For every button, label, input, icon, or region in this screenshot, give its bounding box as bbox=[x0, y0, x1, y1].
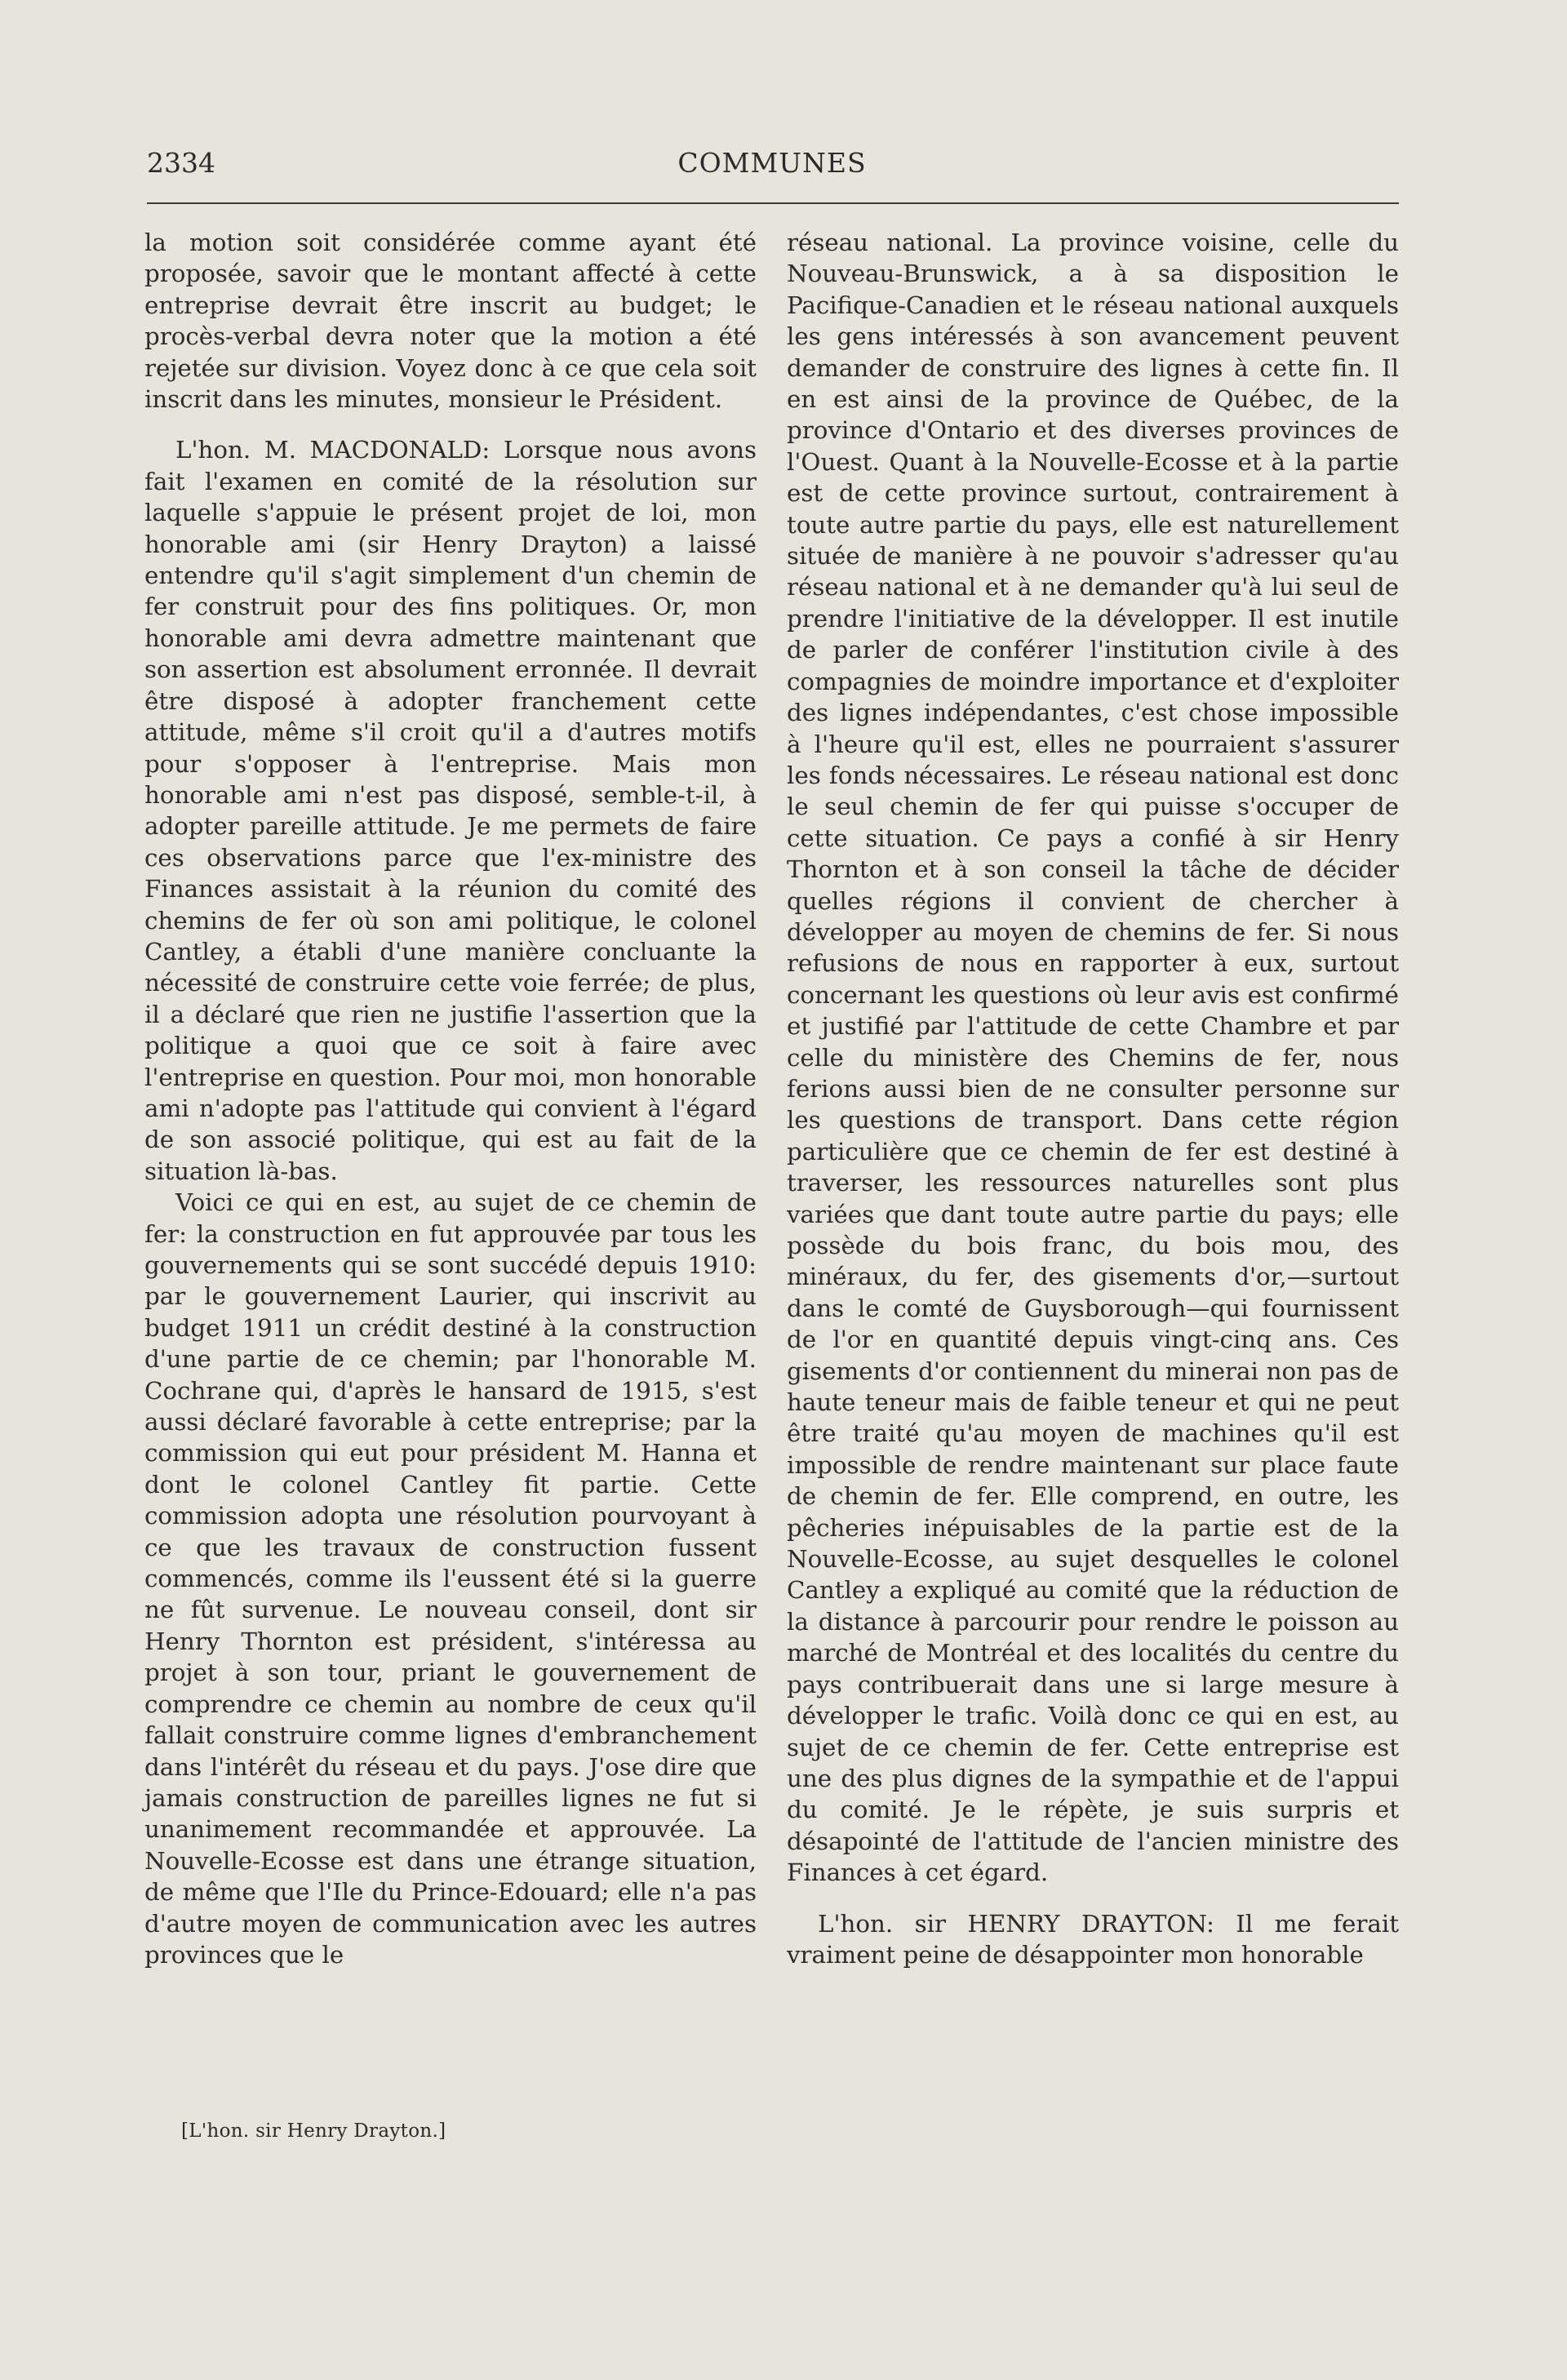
left-column bbox=[144, 227, 757, 1970]
paragraph: réseau national. La province voisine, celle du Nouveau-Brunswick, a à sa disposition le Pacifique-Canadien et le réseau national auxquels les gens intéressés à son avancement peuvent demander de construire des lignes à cette fin. Il en est ainsi de la province de Québec, de la province d'Ontario et des diverses provinces de l'Ouest. Quant à la Nouvelle-Ecosse et à la partie est de cette province surtout, contrairement à toute autre partie du pays, elle est naturellement située de manière à ne pouvoir s'adresser qu'au réseau national et à ne demander qu'à lui seul de prendre l'initiative de la développer. Il est inutile de parler de conférer l'institution civile à des compagnies de moindre importance et d'exploiter des lignes indépendantes, c'est chose impossible à l'heure qu'il est, elles ne pourraient s'assurer les fonds nécessaires. Le réseau national est donc le seul chemin de fer qui puisse s'occuper de cette situation. Ce pays a confié à sir Henry Thornton et à son conseil la tâche de décider quelles régions il convient de chercher à développer au moyen de chemins de fer. Si nous refusions de nous en rapporter à eux, surtout concernant les questions où leur avis est confirmé et justifié par l'attitude de cette Chambre et par celle du ministère des Chemins de fer, nous ferions aussi bien de ne consulter personne sur les questions de transport. Dans cette région particulière que ce chemin de fer est destiné à traverser, les ressources naturelles sont plus variées que dant toute autre partie du pays; elle possède du bois franc, du bois mou, des minéraux, du fer, des gisements d'or,—surtout dans le comté de Guysborough—qui fournissent de l'or en quantité depuis vingt-cinq ans. Ces gisements d'or contiennent du minerai non pas de haute teneur mais de faible teneur et qui ne peut être traité qu'au moyen de machines qu'il est impossible de rendre maintenant sur place faute de chemin de fer. Elle comprend, en outre, les pêcheries inépuisables de la partie est de la Nouvelle-Ecosse, au sujet desquelles le colonel Cantley a expliqué au comité que la réduction de la distance à parcourir pour rendre le poisson au marché de Montréal et des localités du centre du pays contribuerait dans une si large mesure à développer le trafic. Voilà donc ce qui en est, au sujet de ce chemin de fer. Cette entreprise est une des plus dignes de la sympathie et de l'appui du comité. Je le répète, je suis surpris et désapointé de l'attitude de l'ancien ministre des Finances à cet égard. bbox=[787, 229, 1399, 1887]
paragraph: la motion soit considérée comme ayant été proposée, savoir que le montant affecté à cette entreprise devrait être inscrit au budget; le procès-verbal devra noter que la motion a été rejetée sur division. Voyez donc à ce que cela soit inscrit dans les minutes, monsieur le Président. bbox=[144, 229, 757, 414]
speaker-note: [L'hon. sir Henry Drayton.] bbox=[181, 2120, 446, 2142]
paragraph: Voici ce qui en est, au sujet de ce chemin de fer: la construction en fut approuvée par tous les gouvernements qui se sont succédé depuis 1910: par le gouvernement Laurier, qui inscrivit au budget 1911 un crédit destiné à la construction d'une partie de ce chemin; par l'honorable M. Cochrane qui, d'après le hansard de 1915, s'est aussi déclaré favorable à cette entreprise; par la commission qui eut pour président M. Hanna et dont le colonel Cantley fit partie. Cette commission adopta une résolution pourvoyant à ce que les travaux de construction fussent commencés, comme ils l'eussent été si la guerre ne fût survenue. Le nouveau conseil, dont sir Henry Thornton est président, s'intéressa au projet à son tour, priant le gouvernement de comprendre ce chemin au nombre de ceux qu'il fallait construire comme lignes d'embranchement dans l'intérêt du réseau et du pays. J'ose dire que jamais construction de pareilles lignes ne fut si unanimement recommandée et approuvée. La Nouvelle-Ecosse est dans une étrange situation, de même que l'Ile du Prince-Edouard; elle n'a pas d'autre moyen de communication avec les autres provinces que le bbox=[144, 1188, 757, 1969]
header-rule bbox=[147, 202, 1399, 204]
right-column bbox=[787, 227, 1399, 1970]
page-header bbox=[144, 147, 1400, 186]
page-number: 2334 bbox=[147, 147, 215, 179]
paragraph: L'hon. M. MACDONALD: Lorsque nous avons fait l'examen en comité de la résolution sur laquelle s'appuie le présent projet de loi, mon honorable ami (sir Henry Drayton) a laissé entendre qu'il s'agit simplement d'un chemin de fer construit pour des fins politiques. Or, mon honorable ami devra admettre maintenant que son assertion est absolument erronnée. Il devrait être disposé à adopter franchement cette attitude, même s'il croit qu'il a d'autres motifs pour s'opposer à l'entreprise. Mais mon honorable ami n'est pas disposé, semble-t-il, à adopter pareille attitude. Je me permets de faire ces observations parce que l'ex-ministre des Finances assistait à la réunion du comité des chemins de fer où son ami politique, le colonel Cantley, a établi d'une manière concluante la nécessité de construire cette voie ferrée; de plus, il a déclaré que rien ne justifie l'assertion que la politique a quoi que ce soit à faire avec l'entreprise en question. Pour moi, mon honorable ami n'adopte pas l'attitude qui convient à l'égard de son associé politique, qui est au fait de la situation là-bas. bbox=[144, 436, 757, 1185]
paragraph: L'hon. sir HENRY DRAYTON: Il me ferait vraiment peine de désappointer mon honorable bbox=[787, 1909, 1399, 1969]
running-head: COMMUNES bbox=[677, 147, 867, 179]
